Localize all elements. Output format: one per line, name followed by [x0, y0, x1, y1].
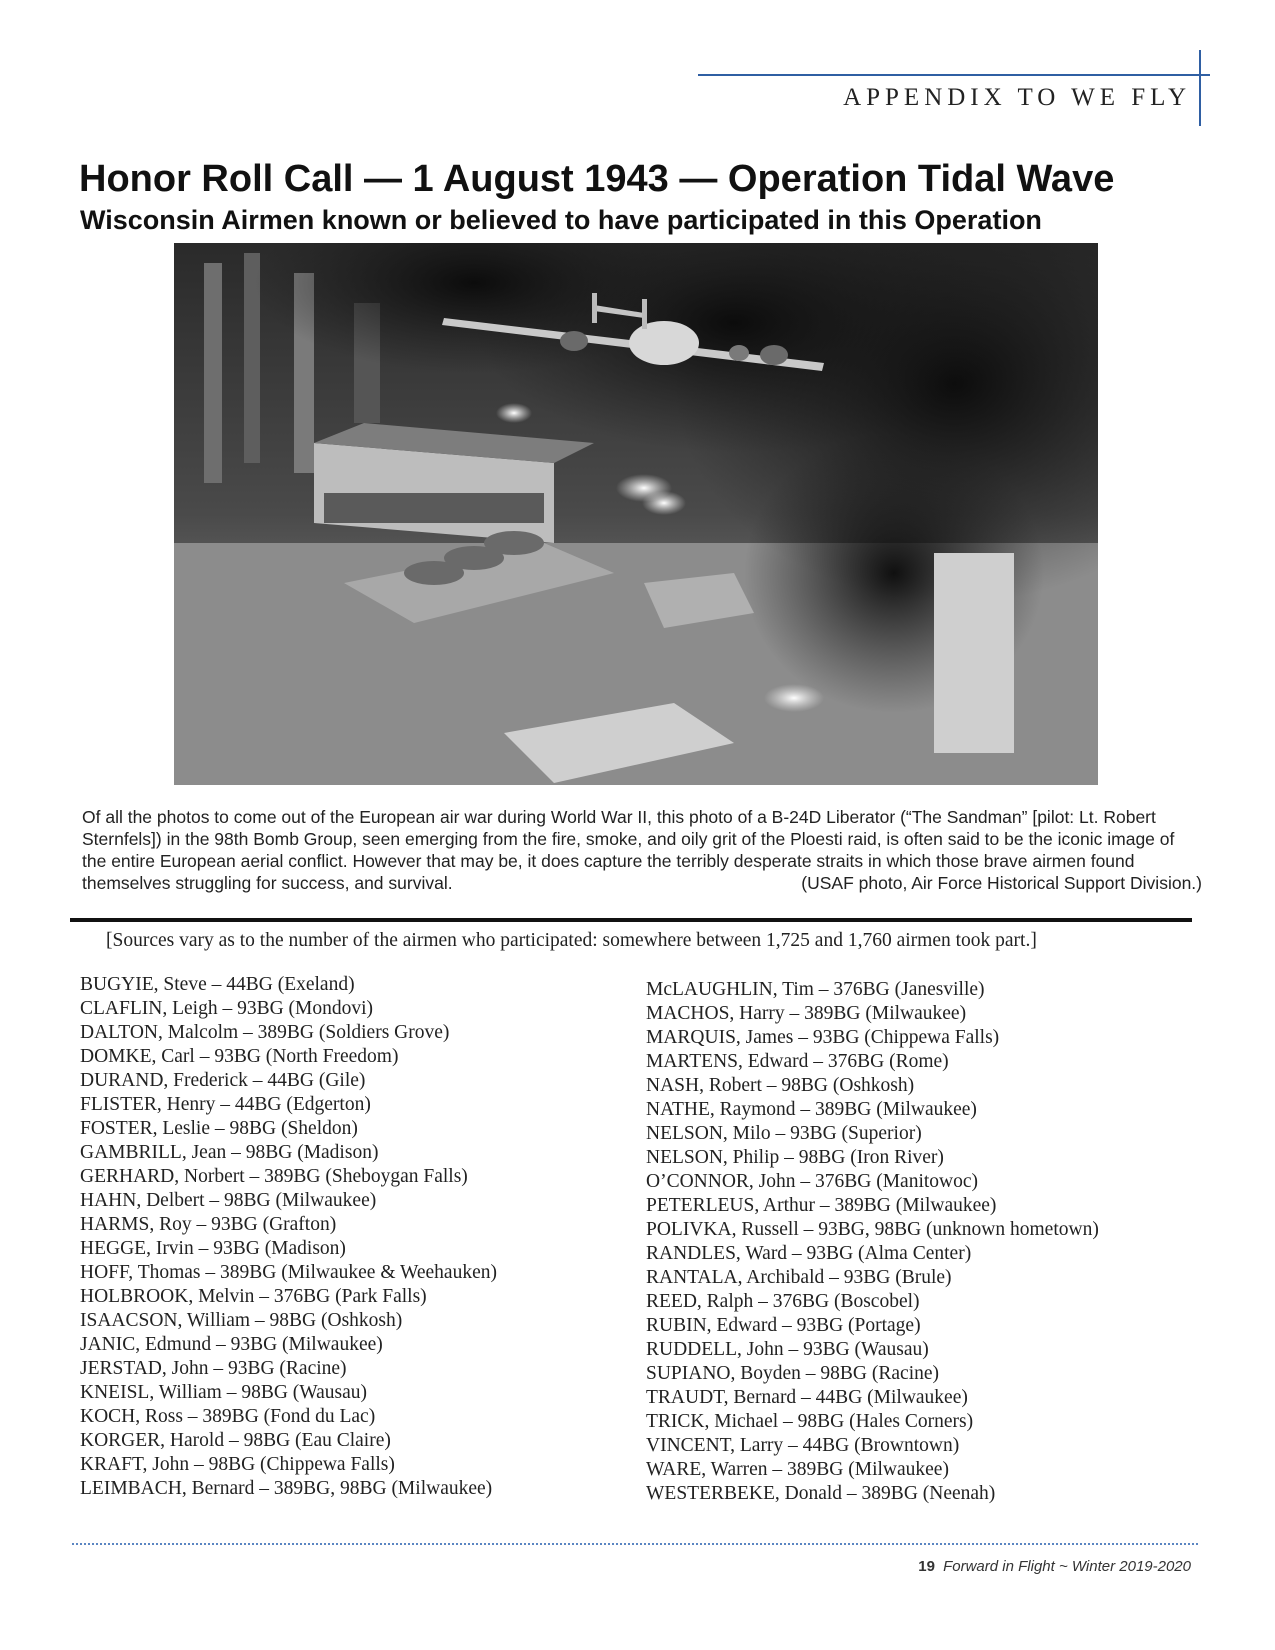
list-item: PETERLEUS, Arthur – 389BG (Milwaukee) — [646, 1195, 997, 1216]
list-item: KNEISL, William – 98BG (Wausau) — [80, 1382, 368, 1403]
list-item: FLISTER, Henry – 44BG (Edgerton) — [80, 1094, 371, 1115]
header-rule — [698, 74, 1210, 76]
list-item: NELSON, Philip – 98BG (Iron River) — [646, 1147, 944, 1168]
list-item: LEIMBACH, Bernard – 389BG, 98BG (Milwaukee) — [80, 1478, 493, 1499]
list-item: NASH, Robert – 98BG (Oshkosh) — [646, 1075, 915, 1096]
list-item: HEGGE, Irvin – 93BG (Madison) — [80, 1238, 346, 1259]
header-vertical-rule — [1199, 50, 1201, 126]
list-item: KOCH, Ross – 389BG (Fond du Lac) — [80, 1406, 376, 1427]
list-item: GERHARD, Norbert – 389BG (Sheboygan Falls) — [80, 1166, 468, 1187]
list-item: DOMKE, Carl – 93BG (North Freedom) — [80, 1046, 399, 1067]
page-number: 19 — [918, 1558, 935, 1575]
burning-tower — [934, 553, 1014, 753]
list-item: HOFF, Thomas – 389BG (Milwaukee & Weehauken) — [80, 1262, 497, 1283]
honor-roll-left-column — [80, 973, 497, 1501]
list-item: SUPIANO, Boyden – 98BG (Racine) — [646, 1363, 940, 1384]
list-item: TRICK, Michael – 98BG (Hales Corners) — [646, 1411, 974, 1432]
list-item: RUDDELL, John – 93BG (Wausau) — [646, 1339, 929, 1360]
list-item: HAHN, Delbert – 98BG (Milwaukee) — [80, 1190, 377, 1211]
list-item: HOLBROOK, Melvin – 376BG (Park Falls) — [80, 1286, 427, 1307]
bomber-engine — [729, 345, 749, 361]
list-item: DURAND, Frederick – 44BG (Gile) — [80, 1070, 366, 1091]
list-item: FOSTER, Leslie – 98BG (Sheldon) — [80, 1118, 358, 1139]
publication-name: Forward in Flight ~ Winter 2019-2020 — [943, 1558, 1191, 1575]
section-divider — [70, 918, 1192, 922]
page-title: Honor Roll Call — 1 August 1943 — Operation Tidal Wave — [79, 158, 1115, 200]
list-item: NELSON, Milo – 93BG (Superior) — [646, 1123, 922, 1144]
fire-glow — [764, 684, 824, 712]
list-item: HARMS, Roy – 93BG (Grafton) — [80, 1214, 337, 1235]
bomber-fuselage — [629, 321, 699, 365]
list-item: WARE, Warren – 389BG (Milwaukee) — [646, 1459, 949, 1480]
list-item: MACHOS, Harry – 389BG (Milwaukee) — [646, 1003, 967, 1024]
page-footer — [918, 1558, 1191, 1575]
bomber-engine — [760, 345, 788, 365]
chimney — [204, 263, 222, 483]
list-item: KORGER, Harold – 98BG (Eau Claire) — [80, 1430, 391, 1451]
page-subtitle: Wisconsin Airmen known or believed to have participated in this Operation — [80, 205, 1042, 235]
list-item: KRAFT, John – 98BG (Chippewa Falls) — [80, 1454, 395, 1475]
list-item: CLAFLIN, Leigh – 93BG (Mondovi) — [80, 998, 374, 1019]
list-item: JANIC, Edmund – 93BG (Milwaukee) — [80, 1334, 383, 1355]
storage-tank — [484, 531, 544, 555]
list-item: BUGYIE, Steve – 44BG (Exeland) — [80, 974, 355, 995]
list-item: NATHE, Raymond – 389BG (Milwaukee) — [646, 1099, 977, 1120]
bomber-engine — [560, 331, 588, 351]
b24-liberator-photo — [174, 243, 1098, 785]
factory-windows — [324, 493, 544, 523]
list-item: JERSTAD, John – 93BG (Racine) — [80, 1358, 347, 1379]
list-item: GAMBRILL, Jean – 98BG (Madison) — [80, 1142, 379, 1163]
list-item: POLIVKA, Russell – 93BG, 98BG (unknown hometown) — [646, 1219, 1099, 1240]
bomber-fin — [642, 299, 647, 329]
section-header: APPENDIX TO WE FLY — [843, 84, 1191, 111]
list-item: RANTALA, Archibald – 93BG (Brule) — [646, 1267, 952, 1288]
list-item: MARTENS, Edward – 376BG (Rome) — [646, 1051, 949, 1072]
fire-glow — [642, 491, 686, 515]
list-item: RANDLES, Ward – 93BG (Alma Center) — [646, 1243, 972, 1264]
list-item: McLAUGHLIN, Tim – 376BG (Janesville) — [646, 979, 985, 1000]
list-item: DALTON, Malcolm – 389BG (Soldiers Grove) — [80, 1022, 450, 1043]
list-item: VINCENT, Larry – 44BG (Browntown) — [646, 1435, 960, 1456]
list-item: REED, Ralph – 376BG (Boscobel) — [646, 1291, 920, 1312]
sources-note: [Sources vary as to the number of the airmen who participated: somewhere between 1,725 and 1,760 airmen took part.] — [106, 930, 1037, 951]
footer-dotted-rule — [72, 1543, 1198, 1545]
honor-roll-right-column — [646, 978, 1099, 1506]
caption-text: Of all the photos to come out of the European air war during World War II, this photo of a B-24D Liberator (“The Sandman” [pilot: Lt. Robert Sternfels]) in the 98th Bomb Group, seen emerging from the fire, smoke, and oily grit of the Ploesti raid, is often said to be the iconic image of the entire European aerial conflict. However that may be, it does capture the terribly desperate straits in which those brave airmen found themselves struggling for success, and survival. — [82, 807, 1175, 893]
photo-credit: (USAF photo, Air Force Historical Support Division.) — [801, 873, 1202, 893]
list-item: O’CONNOR, John – 376BG (Manitowoc) — [646, 1171, 979, 1192]
list-item: MARQUIS, James – 93BG (Chippewa Falls) — [646, 1027, 1000, 1048]
list-item: WESTERBEKE, Donald – 389BG (Neenah) — [646, 1483, 996, 1504]
list-item: RUBIN, Edward – 93BG (Portage) — [646, 1315, 921, 1336]
bomber-fin — [592, 293, 597, 323]
photo-caption — [82, 806, 1202, 894]
list-item: ISAACSON, William – 98BG (Oshkosh) — [80, 1310, 403, 1331]
fire-glow — [496, 403, 532, 423]
list-item: TRAUDT, Bernard – 44BG (Milwaukee) — [646, 1387, 968, 1408]
